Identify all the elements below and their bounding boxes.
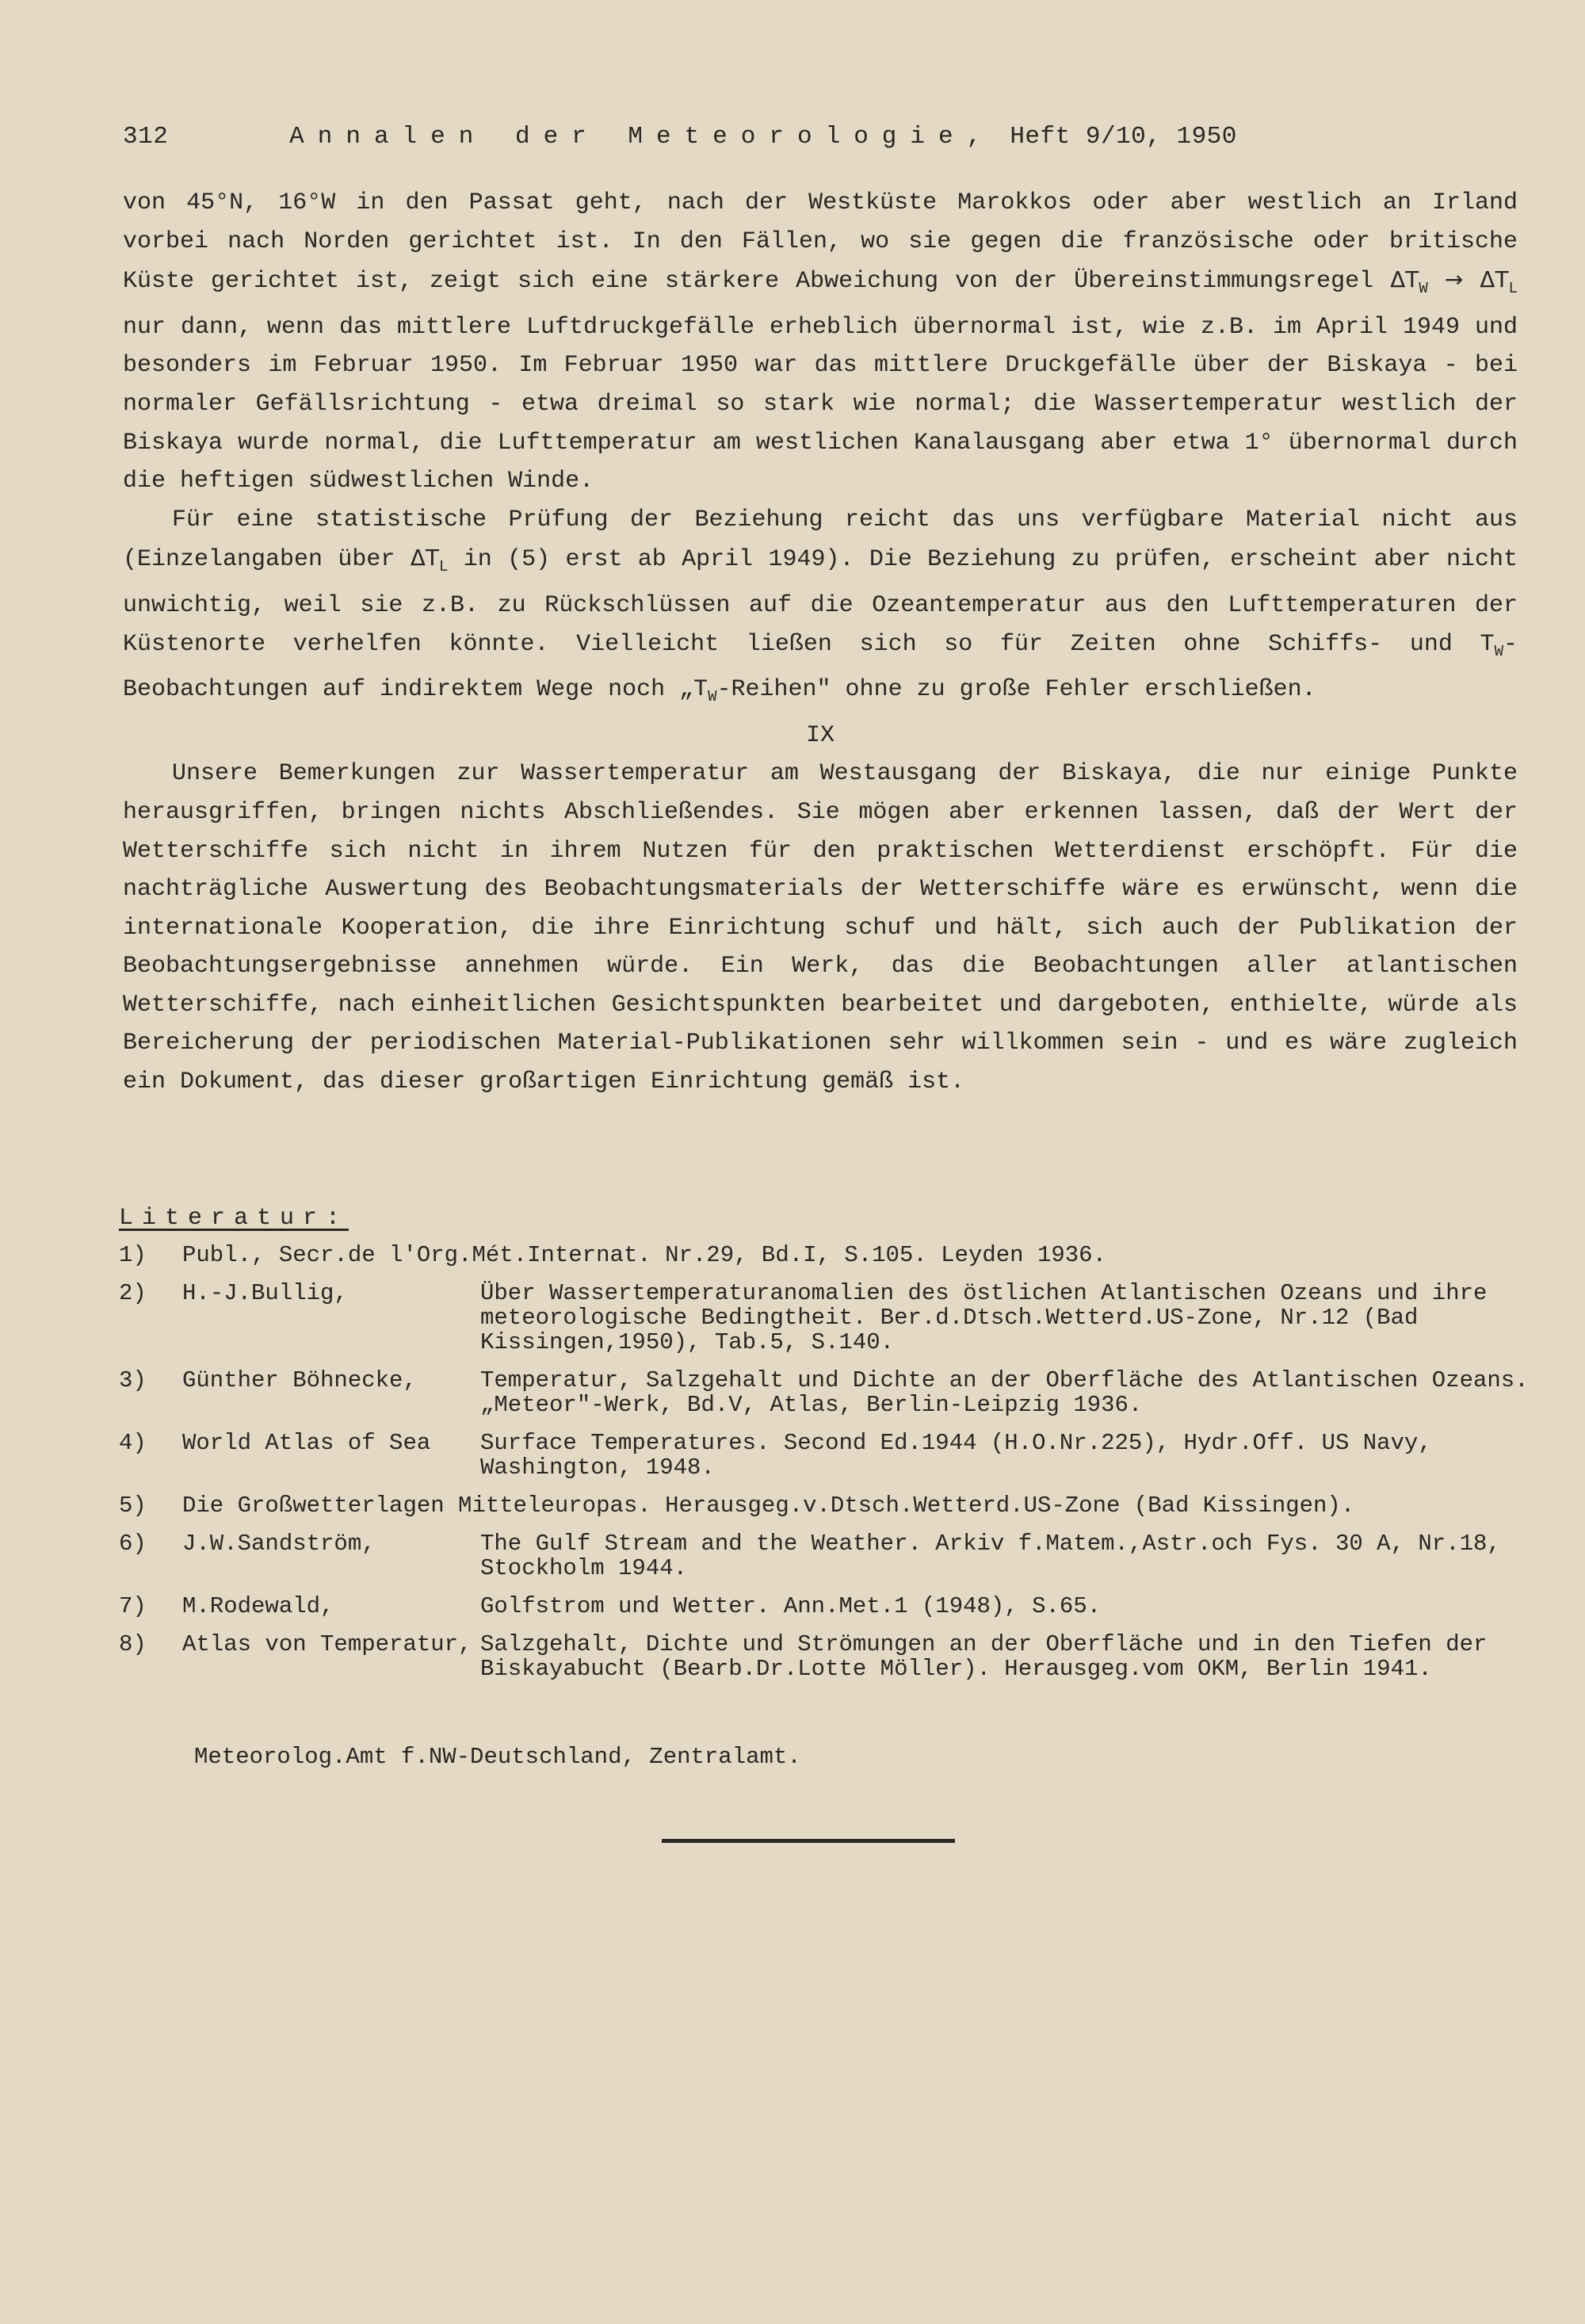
delta-t-symbol: ΔT bbox=[410, 545, 439, 571]
reference-title: Golfstrom und Wetter. Ann.Met.1 (1948), S.65. bbox=[480, 1593, 1102, 1619]
reference-title: Surface Temperatures. Second Ed.1944 (H.O.Nr.225), Hydr.Off. US Navy, Washington, 1948. bbox=[480, 1430, 1432, 1481]
reference-number: 4) bbox=[119, 1430, 147, 1456]
body-text bbox=[123, 184, 1518, 1102]
subscript-w: W bbox=[1494, 642, 1503, 660]
subscript-w: W bbox=[1419, 280, 1428, 298]
reference-text: Die Großwetterlagen Mitteleuropas. Herausgeg.v.Dtsch.Wetterd.US-Zone (Bad Kissingen). bbox=[182, 1493, 1355, 1519]
reference-item bbox=[119, 1431, 1530, 1480]
reference-title: Temperatur, Salzgehalt und Dichte an der Oberfläche des Atlantischen Ozeans. „Meteor"-Werk, Bd.V, Atlas, Berlin-Leipzig 1936. bbox=[480, 1367, 1529, 1418]
reference-author: Atlas von Temperatur, bbox=[182, 1631, 472, 1657]
reference-author: World Atlas of Sea bbox=[182, 1430, 431, 1456]
page-number: 312 bbox=[123, 123, 169, 151]
subscript-l: L bbox=[1508, 280, 1518, 298]
arrow-icon: → bbox=[1444, 266, 1464, 293]
reference-item bbox=[119, 1368, 1530, 1417]
literature-heading: Literatur: bbox=[119, 1205, 349, 1232]
reference-item bbox=[119, 1243, 1530, 1267]
journal-title: Annalen der Meteorologie, bbox=[289, 123, 995, 151]
paragraph-1 bbox=[123, 184, 1518, 501]
subscript-l: L bbox=[439, 558, 449, 576]
reference-item bbox=[119, 1493, 1530, 1518]
paragraph-2-text-b: in (5) erst ab April 1949). Die Beziehung zu prüfen, erscheint aber nicht unwichtig, weil sie z.B. zu Rückschlüssen auf die Ozeantemperatur aus den Lufttemperaturen der Küstenorte verhelfen könnte. Vielleicht ließen sich so für Zeiten ohne Schiffs- und bbox=[123, 546, 1518, 658]
delta-t-symbol: ΔT bbox=[1480, 266, 1509, 293]
reference-title: Über Wassertemperaturanomalien des östlichen Atlantischen Ozeans und ihre meteorologische Bedingtheit. Ber.d.Dtsch.Wetterd.US-Zone, Nr.12 (Bad Kissingen,1950), Tab.5, S.140. bbox=[480, 1280, 1488, 1355]
reference-number: 2) bbox=[119, 1280, 147, 1306]
reference-author: H.-J.Bullig, bbox=[182, 1280, 348, 1306]
reference-text: Publ., Secr.de l'Org.Mét.Internat. Nr.29, Bd.I, S.105. Leyden 1936. bbox=[182, 1242, 1106, 1268]
reference-item bbox=[119, 1531, 1530, 1581]
section-heading-ix: IX bbox=[805, 721, 835, 749]
paragraph-1-text-b: nur dann, wenn das mittlere Luftdruckgefälle erheblich übernormal ist, wie z.B. im April 1949 und besonders im Februar 1950. Im Februar 1950 war das mittlere Druckgefälle über der Biskaya - bei normaler Gefällsrichtung - etwa dreimal so stark wie normal; die Wassertemperatur westlich der Biskaya wurde normal, die Lufttemperatur am westlichen Kanalausgang aber etwa 1° übernormal durch die heftigen südwestlichen Winde. bbox=[123, 313, 1518, 495]
paragraph-3: Unsere Bemerkungen zur Wassertemperatur am Westausgang der Biskaya, die nur einige Punkte herausgriffen, bringen nichts Abschließendes. Sie mögen aber erkennen lassen, daß der Wert der Wetterschiffe sich nicht in ihrem Nutzen für den praktischen Wetterdienst erschöpft. Für die nachträgliche Auswertung des Beobachtungsmaterials der Wetterschiffe wäre es erwünscht, wenn die internationale Kooperation, die ihre Einrichtung schuf und hält, sich auch der Publikation der Beobachtungsergebnisse annehmen würde. Ein Werk, das die Beobachtungen aller atlantischen Wetterschiffe, nach einheitlichen Gesichtspunkten bearbeitet und dargeboten, enthielte, würde als Bereicherung der periodischen Material-Publikationen sehr willkommen sein - und es wäre zugleich ein Dokument, das dieser großartigen Einrichtung gemäß ist. bbox=[123, 760, 1518, 1096]
reference-item bbox=[119, 1281, 1530, 1355]
end-rule-divider bbox=[662, 1839, 955, 1843]
paragraph-1-text-a: von 45°N, 16°W in den Passat geht, nach der Westküste Marokkos oder aber westlich an Irland vorbei nach Norden gerichtet ist. In den Fällen, wo sie gegen die französische oder britische Küste gerichtet ist, zeigt sich eine stärkere Abweichung von der Übereinstimmungsregel bbox=[123, 189, 1518, 296]
t-symbol: T bbox=[1480, 630, 1495, 658]
delta-t-symbol: ΔT bbox=[1390, 266, 1419, 293]
reference-number: 5) bbox=[119, 1493, 147, 1519]
reference-number: 1) bbox=[119, 1242, 147, 1268]
paragraph-2-text-c: -Beobachtungen auf indirektem Wege noch „T bbox=[123, 630, 1518, 704]
paragraph-2-text-d: -Reihen" ohne zu große Fehler erschließen. bbox=[716, 676, 1316, 704]
reference-item bbox=[119, 1594, 1530, 1619]
running-header bbox=[123, 123, 1312, 151]
institution-signature: Meteorolog.Amt f.NW-Deutschland, Zentralamt. bbox=[194, 1744, 801, 1770]
reference-title: The Gulf Stream and the Weather. Arkiv f.Matem.,Astr.och Fys. 30 A, Nr.18, Stockholm 1944. bbox=[480, 1531, 1501, 1581]
reference-number: 8) bbox=[119, 1631, 147, 1657]
reference-author: J.W.Sandström, bbox=[182, 1531, 376, 1557]
reference-title: Salzgehalt, Dichte und Strömungen an der Oberfläche und in den Tiefen der Biskayabucht (Bearb.Dr.Lotte Möller). Herausgeg.vom OKM, Berlin 1941. bbox=[480, 1631, 1488, 1682]
reference-number: 3) bbox=[119, 1367, 147, 1393]
reference-number: 6) bbox=[119, 1531, 147, 1557]
paragraph-2-text-a: Für eine statistische Prüfung der Beziehung reicht das uns verfügbare Material nicht aus (Einzelangaben über bbox=[123, 506, 1518, 574]
reference-list bbox=[119, 1243, 1530, 1695]
subscript-w: W bbox=[708, 688, 717, 706]
reference-author: Günther Böhnecke, bbox=[182, 1367, 417, 1393]
reference-author: M.Rodewald, bbox=[182, 1593, 334, 1619]
reference-item bbox=[119, 1632, 1530, 1681]
issue-info: Heft 9/10, 1950 bbox=[1010, 123, 1237, 151]
paragraph-2 bbox=[123, 501, 1518, 717]
reference-number: 7) bbox=[119, 1593, 147, 1619]
